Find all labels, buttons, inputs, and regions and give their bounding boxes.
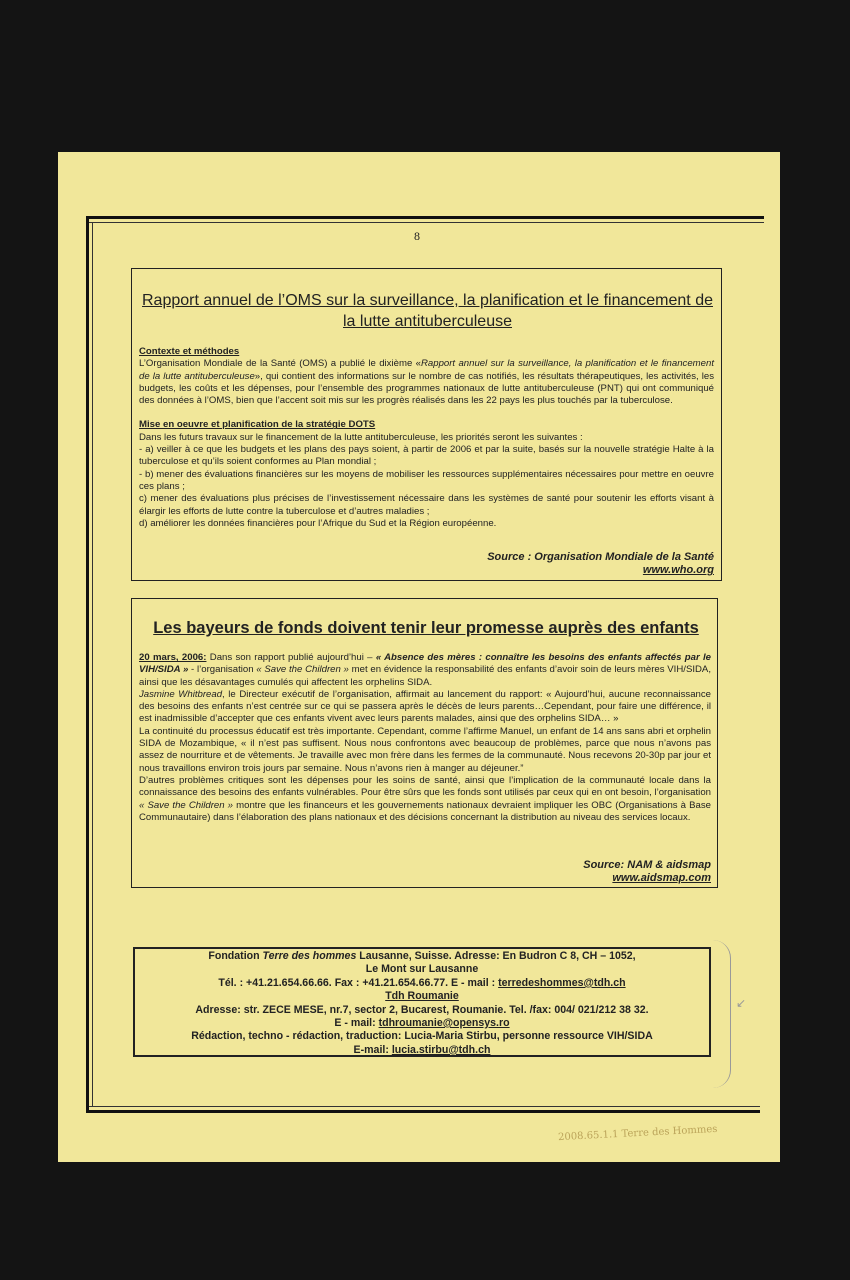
footer-contact	[137, 950, 707, 1057]
frame-line-top	[88, 216, 764, 219]
pencil-arrow-icon: ↙	[736, 996, 747, 1010]
source-label: Source : Organisation Mondiale de la Santé	[487, 551, 714, 563]
priority-item-d: d) améliorer les données financières pour l’Afrique du Sud et la Région européenne.	[139, 517, 497, 529]
paragraph-whitbread: Jasmine Whitbread, le Directeur exécutif de l’organisation, affirmait au lancement du rapport: « Aujourd’hui, aucune reconnaissance des besoins des enfants n’est centrée sur ce qui se passera après le décès de leurs parents…Cependant, pour faire une différence, il est inadmissible d’accepter que ces enfants vivent avec leurs parents malades, ainsi que des orphelins SIDA… »	[139, 688, 711, 725]
section-dots-intro: Dans les futurs travaux sur le financement de la lutte antituberculeuse, les priorités seront les suivantes :	[139, 431, 583, 443]
source-link[interactable]: www.who.org	[642, 564, 714, 576]
paragraph-report: 20 mars, 2006: Dans son rapport publié aujourd’hui – « Absence des mères : connaître les besoins des enfants affectés par le VIH/SIDA » - l’organisation « Save the Children » met en évidence la responsabilité des enfants d’avoir soin de leurs mères VIH/SIDA, ainsi que les désavantages cumulés qui affectent les orphelins SIDA.	[139, 652, 711, 688]
footer-line-email-ro: E - mail: tdhroumanie@opensys.ro	[334, 1017, 510, 1030]
section-heading-dots: Mise en oeuvre et planification de la stratégie DOTS	[139, 419, 376, 431]
footer-line-phone: Tél. : +41.21.654.66.66. Fax : +41.21.654.66.77. E - mail : terredeshommes@tdh.ch	[218, 976, 626, 989]
footer-line-foundation: Fondation Terre des hommes Lausanne, Suisse. Adresse: En Budron C 8, CH – 1052,	[208, 950, 636, 962]
source-label: Source: NAM & aidsmap	[583, 859, 711, 871]
email-link[interactable]: tdhroumanie@opensys.ro	[378, 1017, 510, 1030]
frame-line-top-inner	[88, 222, 764, 223]
priority-item-b: - b) mener des évaluations financières sur les moyens de mobiliser les ressources supplémentaires nécessaires pour mettre en oeuvre ces plans ;	[139, 468, 714, 492]
pencil-bracket-mark	[700, 940, 731, 1088]
section-context-text: L’Organisation Mondiale de la Santé (OMS) a publié le dixième «Rapport annuel sur la surveillance, la planification et le financement de la lutte antituberculeuse», qui contient des informations sur le nombre de cas notifiés, les résultats thérapeutiques, les activités, les budgets, les coûts et les dépenses, pour l’ensemble des programmes nationaux de lutte antituberculeuse (PNT) qui ont communiqué des données à l’OMS, bien que l’accent soit mis sur les progrès réalisés dans les 22 pays les plus touchés par la tuberculose.	[139, 358, 715, 407]
frame-line-left	[86, 216, 89, 1113]
section-heading-context: Contexte et méthodes	[139, 346, 240, 357]
footer-line-email-editor: E-mail: lucia.stirbu@tdh.ch	[353, 1043, 491, 1056]
frame-line-bottom-inner	[88, 1106, 760, 1107]
article-who-body	[139, 346, 714, 530]
article-who-title: Rapport annuel de l’OMS sur la surveillance, la planification et le financement de la lutte antituberculeuse	[142, 292, 713, 330]
priority-item-c: c) mener des évaluations plus précises de l’investissement nécessaire dans les systèmes de santé pour soutenir les efforts visant à élargir les efforts de lutte contre la tuberculose et d’autres maladies ;	[139, 493, 714, 517]
article-donors-title: Les bayeurs de fonds doivent tenir leur promesse auprès des enfants	[153, 619, 699, 637]
footer-line-editor: Rédaction, techno - rédaction, traduction: Lucia-Maria Stirbu, personne ressource VIH/SIDA	[191, 1030, 653, 1043]
priority-item-a: - a) veiller à ce que les budgets et les plans des pays soient, à partir de 2006 et par la suite, basés sur la nouvelle stratégie Halte à la tuberculose et qu’ils soient conformes au Plan mondial ;	[139, 444, 714, 468]
handwritten-annotation: 2008.65.1.1 Terre des Hommes	[557, 1123, 718, 1144]
footer-line-address-ro: Adresse: str. ZECE MESE, nr.7, sector 2, Bucarest, Roumanie. Tel. /fax: 004/ 021/212 38 32.	[195, 1003, 649, 1016]
article-who-source	[139, 551, 714, 577]
page-number: 8	[414, 229, 420, 243]
article-donors-body	[139, 652, 711, 824]
email-link[interactable]: terredeshommes@tdh.ch	[498, 976, 626, 989]
footer-line-city: Le Mont sur Lausanne	[365, 963, 479, 976]
frame-line-bottom	[88, 1110, 760, 1113]
frame-line-left-inner	[92, 222, 93, 1107]
email-link[interactable]: lucia.stirbu@tdh.ch	[391, 1043, 491, 1056]
paragraph-problems: D’autres problèmes critiques sont les dépenses pour les soins de santé, ainsi que l’implication de la communauté locale dans la connaissance des besoins des enfants vulnérables. Pour être sûrs que les fonds sont utilisés par ceux qui en ont besoin, l’organisation « Save the Children » montre que les financeurs et les gouvernements nationaux devraient impliquer les OBC (Organisations à Base Communautaire) dans l’élaboration des plans nationaux et des décisions concernant la distribution au niveau des services locaux.	[139, 774, 711, 823]
footer-line-tdh-roumanie: Tdh Roumanie	[385, 990, 459, 1003]
paragraph-manuel: La continuité du processus éducatif est très importante. Cependant, comme l’affirme Manuel, un enfant de 14 ans sans abri et orphelin SIDA de Mozambique, « il n’est pas suffisent. Nous nous confrontons avec beaucoup de problèmes, parce que nous n’avons pas assez de nourriture et de vêtements. Je travaille avec mon frère dans les fermes de la communauté. Nous recevons 20-30p par jour et nous travaillons environ trois jours par semaine. Nous n’avons rien à manger au déjeuner.”	[139, 725, 711, 774]
article-donors-source	[139, 859, 711, 885]
source-link[interactable]: www.aidsmap.com	[612, 872, 711, 884]
